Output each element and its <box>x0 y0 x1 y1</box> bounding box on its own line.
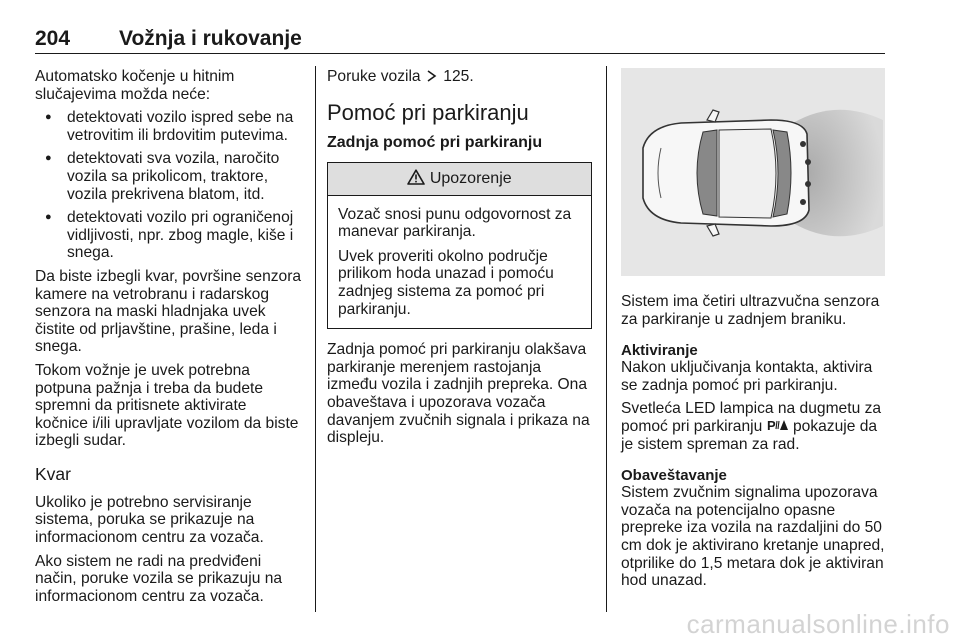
rear-sensor <box>800 141 806 147</box>
page-number: 204 <box>35 27 71 50</box>
description-paragraph: Zadnja pomoć pri parkiranju olakšava parkiranje merenjem rastojanja između vozila i zadnjih prepreka. Ona obaveštava i upozorava vozača davanjem zvučnih signala i prikaza na displeju. <box>327 341 590 447</box>
warning-box <box>327 162 592 330</box>
limitations-list <box>35 109 303 262</box>
car-windshield <box>697 130 717 216</box>
activation-led-text-end: pokazuje da je sistem spreman za rad. <box>621 417 878 453</box>
column-middle <box>327 68 592 453</box>
page-header <box>35 27 885 54</box>
service-paragraph: Ukoliko je potrebno servisiranje sistema, poruka se prikazuje na informacionom centru za vozača. <box>35 493 264 547</box>
warning-header <box>328 163 591 196</box>
reference-label: Poruke vozila <box>327 68 421 85</box>
car-roof <box>719 129 776 218</box>
svg-text:P: P <box>766 417 776 432</box>
list-item: ● detektovati vozilo ispred sebe na vetrovitim ili brdovitim putevima. <box>35 109 303 144</box>
car-mirror <box>707 224 719 236</box>
column-divider-1 <box>315 66 316 612</box>
intro-text: Automatsko kočenje u hitnim slučajevima možda neće: <box>35 68 235 103</box>
car-illustration-svg <box>621 68 885 276</box>
park-assist-icon <box>767 418 789 432</box>
warning-text: Vozač snosi punu odgovornost za manevar parkiranja. <box>338 205 572 241</box>
rear-sensor <box>800 199 806 205</box>
section-heading-kvar: Kvar <box>35 463 71 484</box>
activation-text: Nakon uključivanja kontakta, aktivira se zadnja pomoć pri parkiranju. <box>621 359 873 394</box>
attention-paragraph: Tokom vožnje je uvek potrebna potpuna pažnja i treba da budete spremni da pritisnete aktivirate kočnice i/ili upravljate vozilom da biste izbegli sudar. <box>35 361 299 450</box>
page-title: Vožnja i rukovanje <box>119 27 302 50</box>
subheading-notification: Obaveštavanje <box>621 467 727 485</box>
column-divider-2 <box>606 66 607 612</box>
car-mirror <box>707 110 719 122</box>
rear-sensor <box>805 181 811 187</box>
warning-body <box>328 196 591 329</box>
activation-led-text-start: Svetleća LED lampica na dugmetu za pomoć pri parkiranju <box>621 400 882 435</box>
column-right <box>621 293 887 596</box>
warning-title: Upozorenje <box>429 169 512 187</box>
list-item: ● detektovati vozilo pri ograničenoj vidljivosti, npr. zbog magle, kiše i snega. <box>35 209 303 262</box>
reference-arrow-icon <box>427 70 437 82</box>
car-rear-sensors-illustration <box>621 68 885 276</box>
watermark: carmanualsonline.info <box>686 609 950 639</box>
warning-text: Uvek proveriti okolno područje prilikom hoda unazad i pomoću zadnjeg sistema za pomoć pri parkiranju. <box>338 247 554 318</box>
figure-caption: Sistem ima četiri ultrazvučna senzora za parkiranje u zadnjem braniku. <box>621 293 880 328</box>
cross-reference <box>327 68 592 86</box>
malfunction-paragraph: Ako sistem ne radi na predviđeni način, poruke vozila se prikazuju na informacionom centru za vozača. <box>35 552 283 605</box>
reference-page[interactable]: 125. <box>443 68 474 85</box>
activation-led-text <box>621 400 887 453</box>
column-left <box>35 68 303 611</box>
sub-heading: Zadnja pomoć pri parkiranju <box>327 133 543 151</box>
main-heading: Pomoć pri parkiranju <box>327 99 529 125</box>
rear-sensor <box>805 159 811 165</box>
list-item: ● detektovati sva vozila, naročito vozila sa prikolicom, traktore, vozila prekrivena blatom, itd. <box>35 150 303 203</box>
cleaning-paragraph: Da biste izbegli kvar, površine senzora kamere na vetrobranu i radarskog senzora na maski hladnjaka uvek čistite od prljavštine, prašine, leda i snega. <box>35 267 302 356</box>
subheading-activation: Aktiviranje <box>621 342 698 360</box>
warning-triangle-icon <box>407 169 425 185</box>
notification-text: Sistem zvučnim signalima upozorava vozača na potencijalno opasne prepreke iza vozila na razdaljini do 50 cm dok je aktivirano kretanje unapred, otprilike do 1,5 metara dok je aktiviran hod unazad. <box>621 484 885 590</box>
